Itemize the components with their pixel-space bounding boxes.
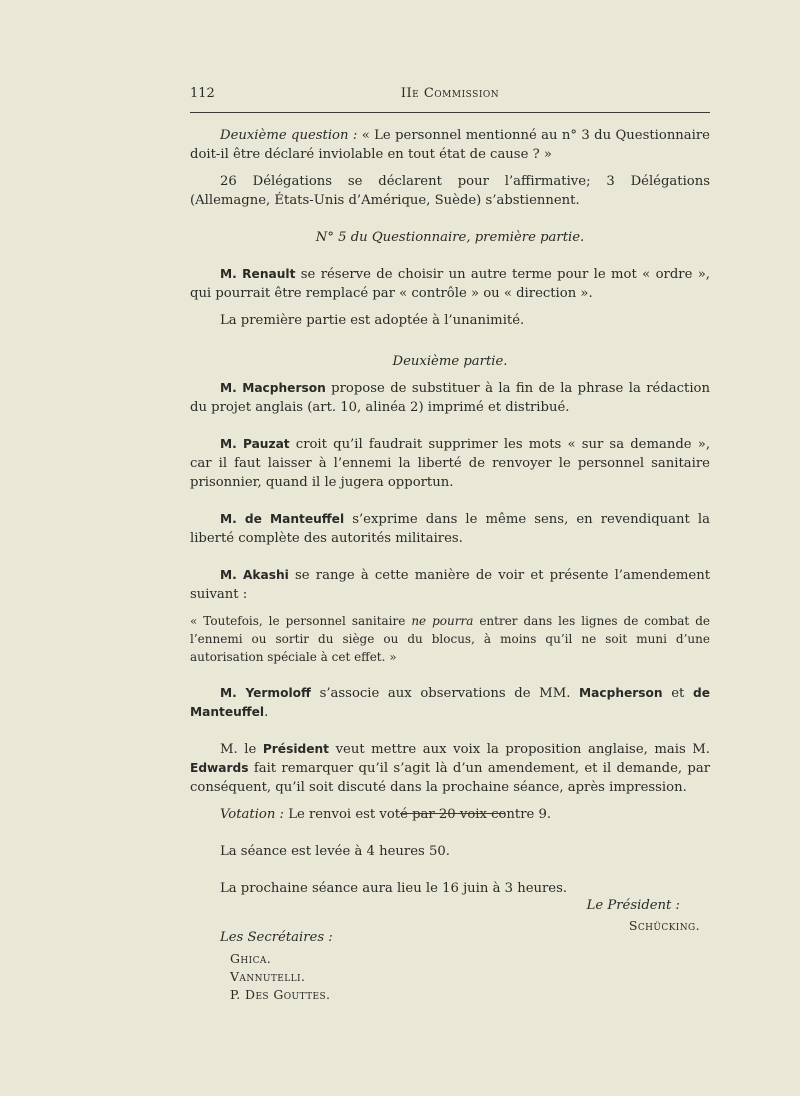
president-label: Le Président : — [586, 898, 680, 913]
paragraph-text: s’associe aux observations de MM. — [310, 686, 580, 701]
page-number: 112 — [190, 86, 215, 101]
president-name: Schücking. — [628, 918, 700, 933]
quote-emphasis: ne pourra — [411, 614, 474, 628]
speaker-name: M. Renault — [220, 267, 296, 281]
secretaries-label: Les Secrétaires : — [220, 930, 333, 945]
paragraph-text: et — [662, 686, 693, 701]
paragraph — [190, 265, 710, 303]
speaker-name: M. Akashi — [220, 568, 289, 582]
paragraph-text: fait remarquer qu’il s’agit là d’un amendement, et il demande, par conséquent, qu’il soit discuté dans la prochaine séance, après impression. — [190, 761, 710, 795]
quote-text: entrer dans les lignes de combat de l’ennemi ou sortir du siège ou du blocus, à moins qu’il ne soit muni d’une autorisation spéciale à cet effet. » — [190, 614, 710, 664]
paragraph: La séance est levée à 4 heures 50. — [220, 844, 450, 859]
paragraph-text: se range à cette manière de voir et présente l’amendement suivant : — [190, 568, 710, 602]
question-label: Deuxième question : — [220, 128, 358, 143]
signature-block — [190, 898, 710, 1008]
paragraph-text: se réserve de choisir un autre terme pour le mot « ordre », qui pourrait être remplacé par « contrôle » ou « direction ». — [190, 267, 710, 301]
secretary-name: Ghica. — [230, 951, 272, 966]
speaker-name: M. Pauzat — [220, 437, 290, 451]
paragraph — [190, 805, 710, 824]
speaker-name: Edwards — [190, 761, 249, 775]
speaker-name: de Manteuffel — [190, 686, 710, 719]
paragraph-text: M. le — [220, 742, 263, 757]
speaker-name: Macpherson — [579, 686, 663, 700]
paragraph — [190, 740, 710, 797]
header-rule — [190, 112, 710, 113]
paragraph — [190, 566, 710, 604]
paragraph-text: . — [264, 705, 269, 720]
paragraph: La prochaine séance aura lieu le 16 juin à 3 heures. — [220, 881, 568, 896]
vote-label: Votation : — [220, 807, 284, 822]
quote-text: « Toutefois, le personnel sanitaire — [190, 614, 412, 628]
paragraph-text: croit qu’il faudrait supprimer les mots « sur sa demande », car il faut laisser à l’ennemi la liberté de renvoyer le personnel sanitaire prisonnier, quand il le jugera opportun. — [190, 437, 711, 490]
running-title: IIe Commission — [400, 86, 500, 101]
end-rule — [400, 813, 505, 814]
speaker-name: M. de Manteuffel — [220, 512, 345, 526]
paragraph-text: veut mettre aux voix la proposition anglaise, mais M. — [329, 742, 710, 757]
secretary-name: Vannutelli. — [230, 969, 306, 984]
amendment-quote — [190, 612, 710, 666]
section-heading: Deuxième partie. — [392, 354, 508, 369]
paragraph — [190, 435, 710, 492]
paragraph: La première partie est adoptée à l’unanimité. — [220, 313, 525, 328]
section-heading: N° 5 du Questionnaire, première partie. — [315, 230, 585, 245]
paragraph — [190, 126, 710, 164]
speaker-name: Président — [262, 742, 329, 756]
paragraph — [190, 379, 710, 417]
secretaries-list — [230, 950, 330, 1004]
paragraph-text: s’exprime dans le même sens, en revendiquant la liberté complète des autorités militaires. — [190, 512, 710, 546]
secretary-name: P. Des Gouttes. — [230, 987, 331, 1002]
paragraph-text: propose de substituer à la fin de la phrase la rédaction du projet anglais (art. 10, alinéa 2) imprimé et distribué. — [190, 381, 710, 415]
paragraph-text: « Le personnel mentionné au n° 3 du Questionnaire doit-il être déclaré inviolable en tout état de cause ? » — [190, 128, 710, 162]
speaker-name: M. Macpherson — [220, 381, 326, 395]
paragraph — [190, 684, 710, 722]
paragraph — [190, 510, 710, 548]
paragraph-text: Le renvoi est voté par 20 voix contre 9. — [284, 807, 552, 822]
paragraph: 26 Délégations se déclarent pour l’affirmative; 3 Délégations (Allemagne, États-Unis d’Amérique, Suède) s’abstiennent. — [190, 174, 710, 208]
speaker-name: M. Yermoloff — [220, 686, 311, 700]
page-body — [190, 126, 710, 1008]
